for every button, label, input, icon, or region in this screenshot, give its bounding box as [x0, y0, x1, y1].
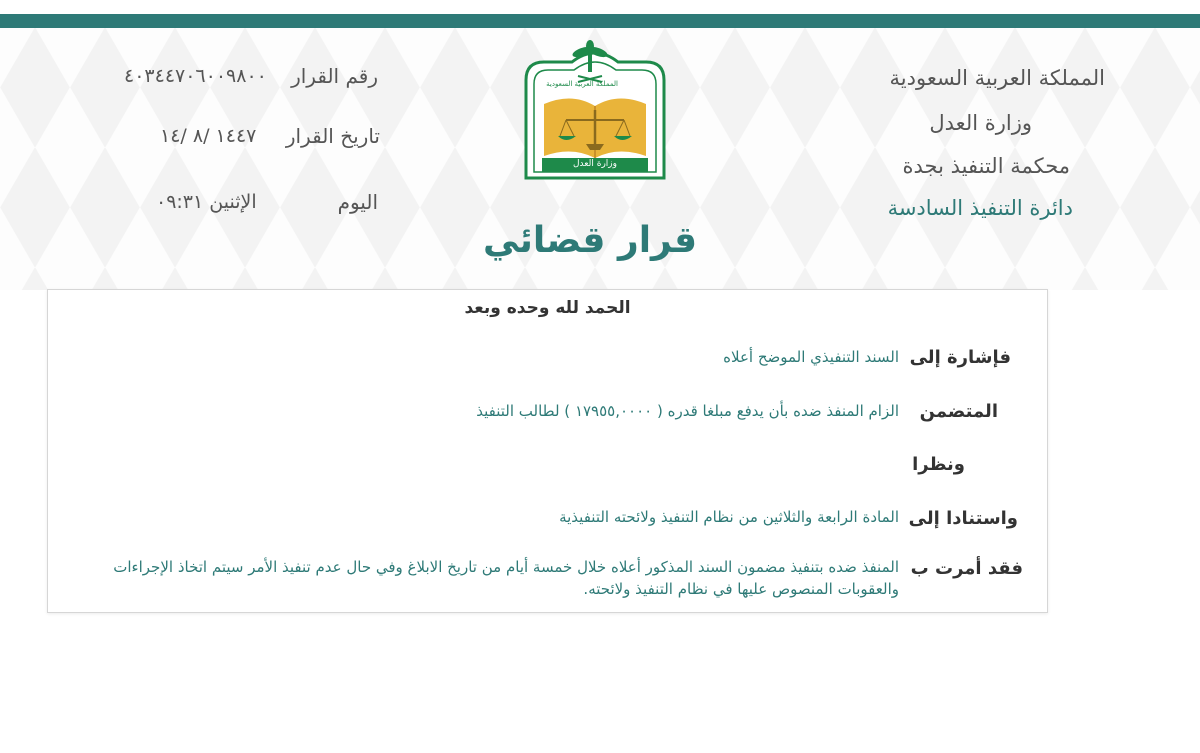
- decision-number-value: ٤٠٣٤٤٧٠٦٠٠٩٨٠٠: [124, 65, 267, 87]
- document-title: قرار قضائي: [482, 220, 698, 261]
- decision-date-value: ١٤٤٧ /٨ /١٤: [160, 125, 257, 147]
- top-accent-bar: [0, 14, 1200, 28]
- row-label-reference: فإشارة إلى: [909, 347, 1011, 368]
- row-label-content: المتضمن: [919, 401, 998, 422]
- decision-date-label: تاريخ القرار: [285, 124, 380, 148]
- row-value-order: المنفذ ضده بتنفيذ مضمون السند المذكور أعلاه خلال خمسة أيام من تاريخ الابلاغ وفي حال عدم تنفيذ الأمر سيتم اتخاذ الإجراءات والعقوبات المنصوص عليها في نظام التنفيذ ولائحته.: [113, 558, 899, 598]
- logo-text-bottom: وزارة العدل: [573, 159, 617, 169]
- decision-number-label: رقم القرار: [291, 64, 378, 88]
- row-value-content: الزام المنفذ ضده بأن يدفع مبلغا قدره ( ١٧٩٥٥,٠٠٠٠ ) لطالب التنفيذ: [476, 402, 899, 420]
- row-label-based-on: واستنادا إلى: [908, 508, 1018, 529]
- court-name: محكمة التنفيذ بجدة: [902, 154, 1070, 178]
- decision-body: [47, 289, 1048, 613]
- country-name: المملكة العربية السعودية: [889, 66, 1105, 90]
- day-label: اليوم: [337, 190, 378, 214]
- document-header: [0, 28, 1200, 290]
- logo-text-top: المملكة العربية السعودية: [546, 80, 618, 88]
- praise-line: الحمد لله وحده وبعد: [464, 298, 631, 318]
- row-value-based-on: المادة الرابعة والثلاثين من نظام التنفيذ ولائحته التنفيذية: [559, 508, 899, 526]
- row-value-reference: السند التنفيذي الموضح أعلاه: [723, 348, 899, 366]
- day-value: الإثنين ٠٩:٣١: [156, 191, 257, 213]
- ministry-of-justice-logo: [520, 40, 670, 185]
- department-name: دائرة التنفيذ السادسة: [887, 196, 1073, 220]
- row-label-order: فقد أمرت ب: [910, 558, 1023, 579]
- ministry-name: وزارة العدل: [929, 111, 1032, 135]
- row-label-whereas: ونظرا: [912, 454, 965, 475]
